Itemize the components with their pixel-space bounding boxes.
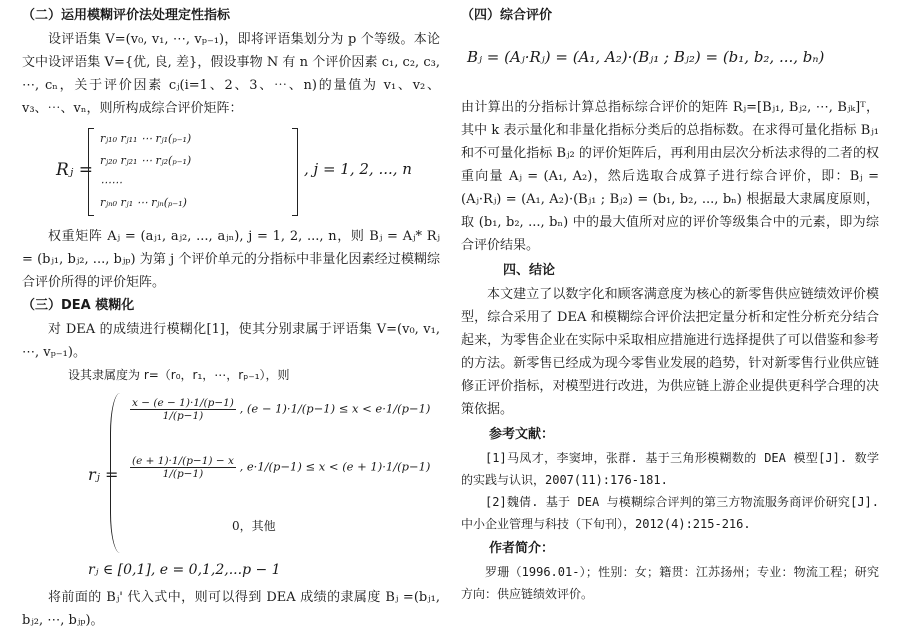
section-heading-fuzzy-evaluation: （二）运用模糊评价法处理定性指标: [22, 8, 231, 23]
case2-denominator: 1/(p−1): [162, 468, 204, 480]
piecewise-membership-function: [22, 389, 440, 559]
piecewise-case-1: [130, 397, 430, 422]
section-heading-dea-fuzzification: （三）DEA 模糊化: [22, 298, 135, 313]
paragraph-conclusion: 本文建立了以数字化和顾客满意度为核心的新零售供应链绩效评价模型，综合采用了 DEA 和模糊综合评价法把定量分析和定性分析充分结合起来，为零售企业在实际中采取相应措施进行选择提供了可以借鉴和参考的方法。新零售已经成为现今零售业发展的趋势，针对新零售行业供应链修正评价指标，对模型进行改进，为供应链上游企业提供更科学合理的决策依据。: [461, 287, 879, 417]
matrix-row: rⱼₙ₀ rⱼ₁ ⋯ rⱼₙ(ₚ₋₁): [100, 196, 187, 209]
formula-text: Bⱼ = (Aⱼ·Rⱼ) = (A₁, A₂)·(Bⱼ₁ ; Bⱼ₂) = (b₁, b₂, ..., bₙ): [467, 48, 825, 66]
reference-item: [2]魏倩. 基于 DEA 与模糊综合评判的第三方物流服务商评价研究[J]. 中小企业管理与科技（下旬刊），2012(4):215-216.: [461, 495, 879, 531]
matrix-lhs: Rⱼ =: [56, 160, 93, 180]
left-column: [22, 4, 440, 632]
paragraph-evaluation-set: 设评语集 V=(v₀, v₁, ⋯, vₚ₋₁)，即将评语集划分为 p 个等级。本论文中设评语集 V={优, 良, 差}，假设事物 N 有 n 个评价因素 c₁, c₂, c₃, ⋯, cₙ，关于评价因素 cⱼ(i=1、2、3、⋯、n)的量值为 v₁、v₂、v₃、⋯、vₙ，则所构成综合评价矩阵：: [22, 32, 440, 116]
case1-numerator: x − (e − 1)·1/(p−1): [132, 397, 234, 409]
paragraph-membership-degree: 设其隶属度为 r=（r₀，r₁，⋯，rₚ₋₁），则: [68, 368, 290, 382]
section-heading-conclusion: 四、结论: [503, 263, 556, 278]
matrix-left-bracket: [88, 128, 94, 216]
author-bio: 罗珊（1996.01-）；性别：女；籍贯：江苏扬州；专业：物流工程；研究方向：供应链绩效评价。: [461, 565, 879, 601]
case2-numerator: (e + 1)·1/(p−1) − x: [132, 455, 234, 467]
paragraph-dea-fuzzify: 对 DEA 的成绩进行模糊化[1]，使其分别隶属于评语集 V=(v₀, v₁, ⋯, vₚ₋₁)。: [22, 322, 440, 360]
case2-condition: , e·1/(p−1) ≤ x < (e + 1)·1/(p−1): [239, 459, 431, 474]
comprehensive-formula: [461, 34, 879, 92]
evaluation-matrix-equation: [22, 126, 440, 221]
paragraph-substitute: 将前面的 Bⱼ' 代入式中，则可以得到 DEA 成绩的隶属度 Bⱼ =(bⱼ₁, bⱼ₂, ⋯, bⱼₚ)。: [22, 590, 440, 628]
right-column: [461, 4, 879, 605]
matrix-row: rⱼ₁₀ rⱼ₁₁ ⋯ rⱼ₁(ₚ₋₁): [100, 132, 192, 145]
membership-range: rⱼ ∈ [0,1], e = 0,1,2,...p − 1: [88, 562, 281, 578]
author-heading: 作者简介：: [489, 541, 555, 556]
piecewise-case-3: 0，其他: [232, 519, 276, 533]
section-heading-comprehensive-evaluation: （四）综合评价: [461, 8, 553, 23]
reference-item: [1]马凤才，李窦坤，张群. 基于三角形模糊数的 DEA 模型[J]. 数学的实践与认识，2007(11):176-181.: [461, 451, 879, 487]
paragraph-comprehensive: 由计算出的分指标计算总指标综合评价的矩阵 Rⱼ=[Bⱼ₁, Bⱼ₂, ⋯, Bⱼₖ]ᵀ，其中 k 表示量化和非量化指标分类后的总指标数。在求得可量化指标 Bⱼ₁ 和不可量化指标 Bⱼ₂ 的评价矩阵后，再利用由层次分析法求得的二者的权重向量 Aⱼ = (A₁, A₂)，然后选取合成算子进行综合评价，即：Bⱼ = (Aⱼ·Rⱼ) = (A₁, A₂)·(Bⱼ₁ ; Bⱼ₂) = (b₁, b₂, ..., bₙ) 根据最大隶属度原则，取 (b₁, b₂, ..., bₙ) 中的最大值所对应的评价等级集合中的元素，即为综合评价结果。: [461, 100, 879, 253]
case1-condition: , (e − 1)·1/(p−1) ≤ x < e·1/(p−1): [239, 401, 431, 416]
case1-denominator: 1/(p−1): [162, 410, 204, 422]
references-heading: 参考文献：: [489, 427, 555, 442]
matrix-right-bracket: [292, 128, 298, 216]
paragraph-weight-matrix: 权重矩阵 Aⱼ = (aⱼ₁, aⱼ₂, ..., aⱼₙ), j = 1, 2, ..., n，则 Bⱼ = Aⱼ* Rⱼ = (bⱼ₁, bⱼ₂, ..., bⱼₚ) 为第 j 个评价单元的分指标中非量化因素经过模糊综合评价所得的评价矩阵。: [22, 229, 440, 290]
matrix-row: ⋯⋯: [100, 176, 122, 189]
matrix-rhs: , j = 1, 2, ..., n: [304, 160, 412, 178]
piecewise-lhs: rⱼ =: [88, 465, 119, 484]
piecewise-case-2: [130, 455, 430, 480]
matrix-row: rⱼ₂₀ rⱼ₂₁ ⋯ rⱼ₂(ₚ₋₁): [100, 154, 192, 167]
piecewise-brace: [110, 393, 124, 553]
